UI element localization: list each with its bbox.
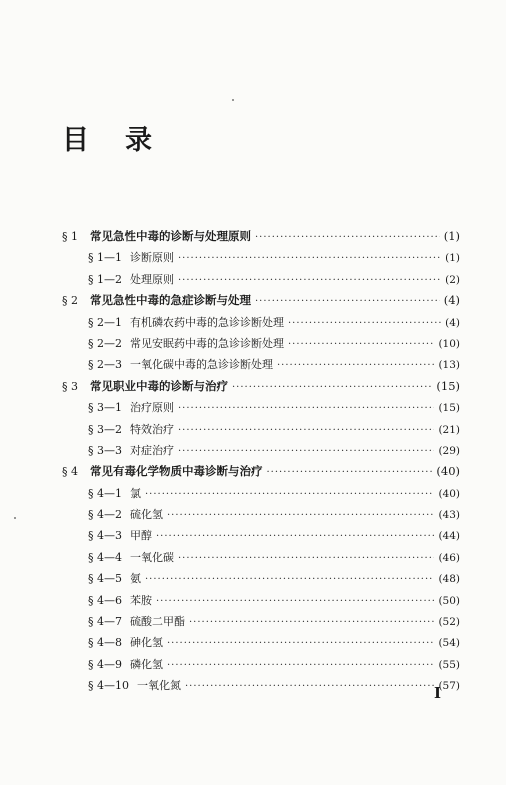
toc-dot-leader	[277, 360, 434, 371]
toc-page-number: (50)	[438, 594, 460, 607]
toc-entry-number: § 4—9	[88, 657, 122, 671]
toc-entry-number: § 2—1	[88, 315, 122, 329]
toc-entry-title: 诊断原则	[130, 251, 174, 265]
toc-entry-number: § 4—2	[88, 508, 122, 522]
toc-section-row	[62, 249, 460, 270]
page-folio: I	[434, 684, 442, 702]
title-char-2: 录	[125, 125, 152, 156]
toc-entry-number: § 3—3	[88, 443, 122, 457]
toc-dot-leader	[189, 617, 434, 628]
table-of-contents	[62, 228, 460, 699]
toc-entry-title: 一氧化氮	[137, 679, 181, 693]
toc-dot-leader	[255, 296, 440, 307]
toc-dot-leader	[156, 596, 434, 607]
toc-dot-leader	[178, 275, 441, 286]
toc-entry-title: 苯胺	[130, 593, 152, 607]
toc-page-number: (13)	[438, 359, 460, 372]
print-speck	[14, 517, 16, 519]
toc-section-row	[62, 592, 460, 613]
toc-chapter-row	[62, 228, 460, 249]
toc-entry-number: § 2—3	[88, 358, 122, 372]
toc-entry-title: 特效治疗	[130, 422, 174, 436]
toc-section-row	[62, 634, 460, 655]
toc-entry-title: 治疗原则	[130, 401, 174, 415]
toc-page-number: (55)	[438, 658, 460, 671]
toc-entry-title: 常见安眠药中毒的急诊诊断处理	[130, 336, 284, 350]
toc-section-row	[62, 485, 460, 506]
toc-entry-number: § 4—3	[88, 529, 122, 543]
toc-entry-title: 对症治疗	[130, 443, 174, 457]
toc-section-row	[62, 656, 460, 677]
toc-dot-leader	[167, 660, 434, 671]
toc-dot-leader	[178, 425, 434, 436]
toc-page-number: (44)	[438, 530, 460, 543]
toc-page-number: (29)	[438, 444, 460, 457]
toc-page-number: (21)	[438, 423, 460, 436]
toc-chapter-row	[62, 378, 460, 399]
toc-section-row	[62, 613, 460, 634]
toc-entry-number: § 2	[62, 294, 78, 308]
toc-page-number: (48)	[438, 573, 460, 586]
toc-page-number: (4)	[443, 293, 460, 308]
toc-section-row	[62, 421, 460, 442]
toc-entry-number: § 4—6	[88, 593, 122, 607]
toc-entry-title: 常见职业中毒的诊断与治疗	[90, 378, 228, 393]
page-title	[62, 118, 152, 157]
toc-entry-title: 甲醇	[130, 529, 152, 543]
toc-dot-leader	[232, 382, 432, 393]
toc-page-number: (2)	[445, 273, 460, 286]
toc-section-row	[62, 399, 460, 420]
toc-page-number: (10)	[438, 337, 460, 350]
toc-dot-leader	[178, 253, 441, 264]
toc-page-number: (40)	[436, 464, 460, 479]
toc-entry-title: 常见急性中毒的诊断与处理原则	[90, 229, 251, 243]
toc-entry-number: § 4—1	[88, 486, 122, 500]
toc-dot-leader	[255, 232, 440, 243]
toc-entry-number: § 1—2	[88, 272, 122, 286]
toc-entry-title: 氯	[130, 486, 141, 500]
print-speck	[232, 99, 234, 101]
toc-section-row	[62, 506, 460, 527]
toc-entry-title: 常见急性中毒的急症诊断与处理	[90, 293, 251, 308]
toc-dot-leader	[267, 467, 433, 478]
toc-entry-title: 硫化氢	[130, 508, 163, 522]
toc-dot-leader	[178, 553, 434, 564]
toc-page-number: (43)	[438, 509, 460, 522]
toc-page-number: (4)	[445, 316, 460, 329]
toc-entry-number: § 3—2	[88, 422, 122, 436]
toc-page-number: (40)	[438, 487, 460, 500]
toc-section-row	[62, 335, 460, 356]
toc-dot-leader	[167, 510, 434, 521]
toc-section-row	[62, 271, 460, 292]
toc-entry-number: § 4—4	[88, 550, 122, 564]
toc-entry-number: § 3—1	[88, 401, 122, 415]
toc-entry-number: § 1	[62, 230, 78, 243]
toc-entry-title: 一氧化碳中毒的急诊诊断处理	[130, 358, 273, 372]
toc-section-row	[62, 677, 460, 698]
toc-page-number: (1)	[445, 252, 460, 265]
toc-section-row	[62, 527, 460, 548]
toc-chapter-row	[62, 292, 460, 313]
toc-page-number: (57)	[438, 680, 460, 693]
toc-section-row	[62, 442, 460, 463]
toc-page-number: (15)	[436, 378, 460, 393]
toc-section-row	[62, 549, 460, 570]
title-char-1: 目	[62, 125, 89, 156]
toc-entry-number: § 4—10	[88, 679, 129, 693]
toc-dot-leader	[185, 681, 434, 692]
toc-page-number: (54)	[438, 637, 460, 650]
toc-entry-number: § 2—2	[88, 336, 122, 350]
toc-entry-title: 处理原则	[130, 272, 174, 286]
toc-page-number: (46)	[438, 551, 460, 564]
toc-entry-title: 氨	[130, 572, 141, 586]
toc-dot-leader	[178, 446, 434, 457]
toc-section-row	[62, 314, 460, 335]
toc-dot-leader	[288, 339, 434, 350]
toc-entry-title: 有机磷农药中毒的急诊诊断处理	[130, 315, 284, 329]
toc-dot-leader	[178, 403, 434, 414]
toc-entry-title: 磷化氢	[130, 657, 163, 671]
toc-entry-title: 硫酸二甲酯	[130, 615, 185, 629]
toc-dot-leader	[167, 638, 434, 649]
toc-entry-title: 砷化氢	[130, 636, 163, 650]
toc-entry-title: 一氧化碳	[130, 550, 174, 564]
toc-page-number: (52)	[438, 616, 460, 629]
toc-chapter-row	[62, 463, 460, 484]
toc-entry-number: § 4—7	[88, 615, 122, 629]
toc-entry-number: § 4	[62, 465, 78, 479]
toc-section-row	[62, 356, 460, 377]
toc-entry-number: § 1—1	[88, 251, 122, 265]
toc-page-number: (1)	[443, 229, 460, 243]
toc-entry-number: § 4—8	[88, 636, 122, 650]
toc-dot-leader	[145, 574, 434, 585]
toc-dot-leader	[145, 489, 434, 500]
toc-dot-leader	[156, 531, 434, 542]
toc-entry-number: § 4—5	[88, 572, 122, 586]
toc-section-row	[62, 570, 460, 591]
toc-entry-number: § 3	[62, 379, 78, 393]
toc-dot-leader	[288, 318, 441, 329]
toc-page-number: (15)	[438, 402, 460, 415]
toc-entry-title: 常见有毒化学物质中毒诊断与治疗	[90, 464, 263, 479]
